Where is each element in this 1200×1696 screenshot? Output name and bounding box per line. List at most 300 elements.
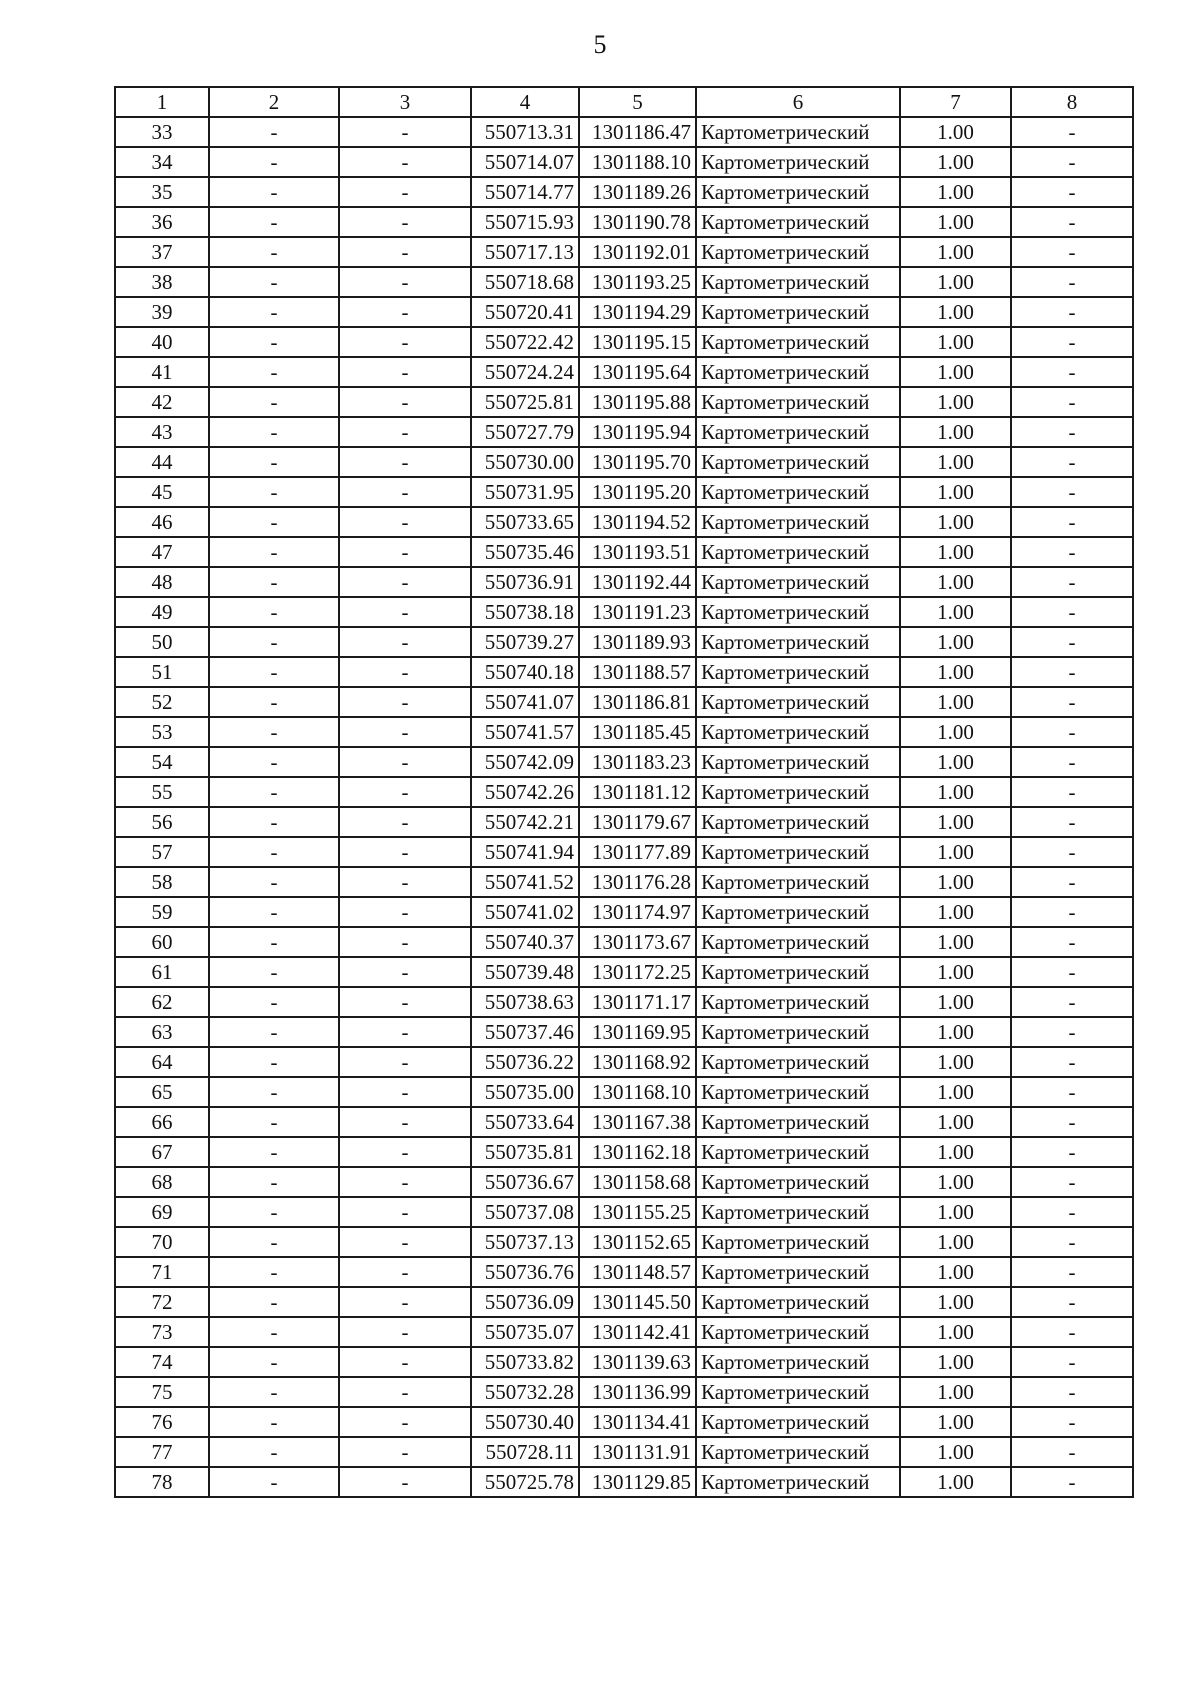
col8-cell: -: [1011, 147, 1133, 177]
col8-cell: -: [1011, 597, 1133, 627]
accuracy-cell: 1.00: [900, 1197, 1011, 1227]
x-coordinate-cell: 550737.13: [471, 1227, 579, 1257]
method-cell: Картометрический: [696, 1377, 900, 1407]
accuracy-cell: 1.00: [900, 1017, 1011, 1047]
col8-cell: -: [1011, 537, 1133, 567]
point-number-cell: 64: [115, 1047, 209, 1077]
method-cell: Картометрический: [696, 1107, 900, 1137]
method-cell: Картометрический: [696, 1407, 900, 1437]
point-number-cell: 37: [115, 237, 209, 267]
x-coordinate-cell: 550717.13: [471, 237, 579, 267]
x-coordinate-cell: 550741.02: [471, 897, 579, 927]
point-number-cell: 78: [115, 1467, 209, 1497]
accuracy-cell: 1.00: [900, 1377, 1011, 1407]
point-number-cell: 67: [115, 1137, 209, 1167]
x-coordinate-cell: 550736.67: [471, 1167, 579, 1197]
col3-cell: -: [339, 1197, 471, 1227]
col8-cell: -: [1011, 747, 1133, 777]
col2-cell: -: [209, 1257, 339, 1287]
table-row: [115, 567, 1133, 597]
accuracy-cell: 1.00: [900, 327, 1011, 357]
y-coordinate-cell: 1301171.17: [579, 987, 696, 1017]
method-cell: Картометрический: [696, 1047, 900, 1077]
point-number-cell: 51: [115, 657, 209, 687]
col3-cell: -: [339, 1287, 471, 1317]
accuracy-cell: 1.00: [900, 1467, 1011, 1497]
accuracy-cell: 1.00: [900, 477, 1011, 507]
coordinates-table: [114, 86, 1134, 1498]
col8-cell: -: [1011, 1347, 1133, 1377]
column-header: 2: [209, 87, 339, 117]
point-number-cell: 52: [115, 687, 209, 717]
x-coordinate-cell: 550730.40: [471, 1407, 579, 1437]
method-cell: Картометрический: [696, 507, 900, 537]
table-row: [115, 777, 1133, 807]
y-coordinate-cell: 1301131.91: [579, 1437, 696, 1467]
col8-cell: -: [1011, 687, 1133, 717]
method-cell: Картометрический: [696, 537, 900, 567]
col3-cell: -: [339, 1167, 471, 1197]
accuracy-cell: 1.00: [900, 657, 1011, 687]
accuracy-cell: 1.00: [900, 717, 1011, 747]
col8-cell: -: [1011, 837, 1133, 867]
col2-cell: -: [209, 1167, 339, 1197]
table-row: [115, 387, 1133, 417]
method-cell: Картометрический: [696, 987, 900, 1017]
y-coordinate-cell: 1301183.23: [579, 747, 696, 777]
accuracy-cell: 1.00: [900, 687, 1011, 717]
point-number-cell: 74: [115, 1347, 209, 1377]
x-coordinate-cell: 550736.76: [471, 1257, 579, 1287]
column-header: 5: [579, 87, 696, 117]
x-coordinate-cell: 550737.46: [471, 1017, 579, 1047]
col8-cell: -: [1011, 1257, 1133, 1287]
y-coordinate-cell: 1301155.25: [579, 1197, 696, 1227]
table-row: [115, 1407, 1133, 1437]
method-cell: Картометрический: [696, 1077, 900, 1107]
accuracy-cell: 1.00: [900, 147, 1011, 177]
table-row: [115, 627, 1133, 657]
point-number-cell: 69: [115, 1197, 209, 1227]
col3-cell: -: [339, 717, 471, 747]
col3-cell: -: [339, 567, 471, 597]
x-coordinate-cell: 550741.94: [471, 837, 579, 867]
x-coordinate-cell: 550738.18: [471, 597, 579, 627]
col8-cell: -: [1011, 417, 1133, 447]
method-cell: Картометрический: [696, 1437, 900, 1467]
col2-cell: -: [209, 567, 339, 597]
x-coordinate-cell: 550730.00: [471, 447, 579, 477]
table-row: [115, 1047, 1133, 1077]
x-coordinate-cell: 550735.46: [471, 537, 579, 567]
accuracy-cell: 1.00: [900, 357, 1011, 387]
point-number-cell: 36: [115, 207, 209, 237]
col2-cell: -: [209, 297, 339, 327]
x-coordinate-cell: 550733.64: [471, 1107, 579, 1137]
col2-cell: -: [209, 477, 339, 507]
col8-cell: -: [1011, 327, 1133, 357]
method-cell: Картометрический: [696, 1467, 900, 1497]
col2-cell: -: [209, 447, 339, 477]
col3-cell: -: [339, 267, 471, 297]
col2-cell: -: [209, 957, 339, 987]
col2-cell: -: [209, 1077, 339, 1107]
y-coordinate-cell: 1301172.25: [579, 957, 696, 987]
table-row: [115, 357, 1133, 387]
col3-cell: -: [339, 657, 471, 687]
y-coordinate-cell: 1301181.12: [579, 777, 696, 807]
x-coordinate-cell: 550738.63: [471, 987, 579, 1017]
col2-cell: -: [209, 1137, 339, 1167]
method-cell: Картометрический: [696, 327, 900, 357]
col3-cell: -: [339, 897, 471, 927]
table-row: [115, 177, 1133, 207]
accuracy-cell: 1.00: [900, 207, 1011, 237]
accuracy-cell: 1.00: [900, 1047, 1011, 1077]
point-number-cell: 53: [115, 717, 209, 747]
table-row: [115, 1347, 1133, 1377]
x-coordinate-cell: 550741.52: [471, 867, 579, 897]
col3-cell: -: [339, 1017, 471, 1047]
col8-cell: -: [1011, 357, 1133, 387]
table-row: [115, 537, 1133, 567]
table-row: [115, 1317, 1133, 1347]
column-header: 6: [696, 87, 900, 117]
accuracy-cell: 1.00: [900, 597, 1011, 627]
table-row: [115, 417, 1133, 447]
col2-cell: -: [209, 897, 339, 927]
col3-cell: -: [339, 237, 471, 267]
col3-cell: -: [339, 687, 471, 717]
col8-cell: -: [1011, 717, 1133, 747]
accuracy-cell: 1.00: [900, 1317, 1011, 1347]
point-number-cell: 66: [115, 1107, 209, 1137]
col2-cell: -: [209, 657, 339, 687]
method-cell: Картометрический: [696, 597, 900, 627]
col3-cell: -: [339, 1077, 471, 1107]
table-row: [115, 1437, 1133, 1467]
y-coordinate-cell: 1301162.18: [579, 1137, 696, 1167]
col8-cell: -: [1011, 957, 1133, 987]
col8-cell: -: [1011, 777, 1133, 807]
method-cell: Картометрический: [696, 207, 900, 237]
x-coordinate-cell: 550714.77: [471, 177, 579, 207]
method-cell: Картометрический: [696, 867, 900, 897]
col3-cell: -: [339, 477, 471, 507]
col3-cell: -: [339, 1257, 471, 1287]
col3-cell: -: [339, 147, 471, 177]
y-coordinate-cell: 1301194.52: [579, 507, 696, 537]
col2-cell: -: [209, 837, 339, 867]
method-cell: Картометрический: [696, 837, 900, 867]
col2-cell: -: [209, 927, 339, 957]
table-row: [115, 927, 1133, 957]
col8-cell: -: [1011, 1047, 1133, 1077]
col8-cell: -: [1011, 1017, 1133, 1047]
method-cell: Картометрический: [696, 1017, 900, 1047]
x-coordinate-cell: 550737.08: [471, 1197, 579, 1227]
col2-cell: -: [209, 627, 339, 657]
point-number-cell: 60: [115, 927, 209, 957]
y-coordinate-cell: 1301195.70: [579, 447, 696, 477]
col3-cell: -: [339, 777, 471, 807]
accuracy-cell: 1.00: [900, 777, 1011, 807]
method-cell: Картометрический: [696, 807, 900, 837]
accuracy-cell: 1.00: [900, 567, 1011, 597]
col2-cell: -: [209, 1227, 339, 1257]
table-header-row: [115, 87, 1133, 117]
y-coordinate-cell: 1301142.41: [579, 1317, 696, 1347]
accuracy-cell: 1.00: [900, 117, 1011, 147]
col3-cell: -: [339, 1377, 471, 1407]
accuracy-cell: 1.00: [900, 987, 1011, 1017]
col3-cell: -: [339, 747, 471, 777]
col2-cell: -: [209, 117, 339, 147]
point-number-cell: 44: [115, 447, 209, 477]
y-coordinate-cell: 1301145.50: [579, 1287, 696, 1317]
x-coordinate-cell: 550714.07: [471, 147, 579, 177]
method-cell: Картометрический: [696, 777, 900, 807]
y-coordinate-cell: 1301195.94: [579, 417, 696, 447]
point-number-cell: 35: [115, 177, 209, 207]
method-cell: Картометрический: [696, 177, 900, 207]
accuracy-cell: 1.00: [900, 1257, 1011, 1287]
table-row: [115, 477, 1133, 507]
column-header: 7: [900, 87, 1011, 117]
col2-cell: -: [209, 147, 339, 177]
col2-cell: -: [209, 1377, 339, 1407]
col3-cell: -: [339, 1347, 471, 1377]
col3-cell: -: [339, 327, 471, 357]
x-coordinate-cell: 550728.11: [471, 1437, 579, 1467]
col8-cell: -: [1011, 1167, 1133, 1197]
x-coordinate-cell: 550725.78: [471, 1467, 579, 1497]
method-cell: Картометрический: [696, 117, 900, 147]
x-coordinate-cell: 550718.68: [471, 267, 579, 297]
y-coordinate-cell: 1301192.01: [579, 237, 696, 267]
col2-cell: -: [209, 717, 339, 747]
col8-cell: -: [1011, 117, 1133, 147]
table-row: [115, 837, 1133, 867]
col8-cell: -: [1011, 1317, 1133, 1347]
table-row: [115, 957, 1133, 987]
x-coordinate-cell: 550742.26: [471, 777, 579, 807]
table-row: [115, 897, 1133, 927]
y-coordinate-cell: 1301167.38: [579, 1107, 696, 1137]
point-number-cell: 58: [115, 867, 209, 897]
x-coordinate-cell: 550727.79: [471, 417, 579, 447]
point-number-cell: 50: [115, 627, 209, 657]
col8-cell: -: [1011, 927, 1133, 957]
table-row: [115, 867, 1133, 897]
col3-cell: -: [339, 1467, 471, 1497]
column-header: 4: [471, 87, 579, 117]
point-number-cell: 70: [115, 1227, 209, 1257]
x-coordinate-cell: 550736.22: [471, 1047, 579, 1077]
method-cell: Картометрический: [696, 237, 900, 267]
table-row: [115, 1167, 1133, 1197]
accuracy-cell: 1.00: [900, 1107, 1011, 1137]
col3-cell: -: [339, 417, 471, 447]
y-coordinate-cell: 1301191.23: [579, 597, 696, 627]
accuracy-cell: 1.00: [900, 1437, 1011, 1467]
col3-cell: -: [339, 627, 471, 657]
accuracy-cell: 1.00: [900, 807, 1011, 837]
x-coordinate-cell: 550741.57: [471, 717, 579, 747]
col8-cell: -: [1011, 177, 1133, 207]
col2-cell: -: [209, 867, 339, 897]
col3-cell: -: [339, 1137, 471, 1167]
table-row: [115, 657, 1133, 687]
accuracy-cell: 1.00: [900, 867, 1011, 897]
table-row: [115, 597, 1133, 627]
col3-cell: -: [339, 447, 471, 477]
col8-cell: -: [1011, 1137, 1133, 1167]
method-cell: Картометрический: [696, 1137, 900, 1167]
accuracy-cell: 1.00: [900, 417, 1011, 447]
y-coordinate-cell: 1301148.57: [579, 1257, 696, 1287]
col8-cell: -: [1011, 807, 1133, 837]
col2-cell: -: [209, 747, 339, 777]
table-row: [115, 207, 1133, 237]
col2-cell: -: [209, 1107, 339, 1137]
col2-cell: -: [209, 267, 339, 297]
point-number-cell: 33: [115, 117, 209, 147]
table-body: [115, 117, 1133, 1497]
col3-cell: -: [339, 357, 471, 387]
table-row: [115, 297, 1133, 327]
col8-cell: -: [1011, 1377, 1133, 1407]
y-coordinate-cell: 1301136.99: [579, 1377, 696, 1407]
x-coordinate-cell: 550742.21: [471, 807, 579, 837]
accuracy-cell: 1.00: [900, 957, 1011, 987]
col2-cell: -: [209, 1467, 339, 1497]
point-number-cell: 41: [115, 357, 209, 387]
y-coordinate-cell: 1301189.93: [579, 627, 696, 657]
col3-cell: -: [339, 507, 471, 537]
col2-cell: -: [209, 207, 339, 237]
accuracy-cell: 1.00: [900, 387, 1011, 417]
y-coordinate-cell: 1301134.41: [579, 1407, 696, 1437]
col8-cell: -: [1011, 1287, 1133, 1317]
x-coordinate-cell: 550713.31: [471, 117, 579, 147]
y-coordinate-cell: 1301139.63: [579, 1347, 696, 1377]
accuracy-cell: 1.00: [900, 897, 1011, 927]
point-number-cell: 75: [115, 1377, 209, 1407]
x-coordinate-cell: 550725.81: [471, 387, 579, 417]
x-coordinate-cell: 550736.91: [471, 567, 579, 597]
col3-cell: -: [339, 537, 471, 567]
col2-cell: -: [209, 417, 339, 447]
table-row: [115, 717, 1133, 747]
table-row: [115, 1467, 1133, 1497]
table-row: [115, 147, 1133, 177]
col8-cell: -: [1011, 1227, 1133, 1257]
y-coordinate-cell: 1301190.78: [579, 207, 696, 237]
y-coordinate-cell: 1301185.45: [579, 717, 696, 747]
method-cell: Картометрический: [696, 627, 900, 657]
column-header: 1: [115, 87, 209, 117]
col3-cell: -: [339, 1107, 471, 1137]
x-coordinate-cell: 550720.41: [471, 297, 579, 327]
x-coordinate-cell: 550722.42: [471, 327, 579, 357]
accuracy-cell: 1.00: [900, 177, 1011, 207]
accuracy-cell: 1.00: [900, 627, 1011, 657]
column-header: 8: [1011, 87, 1133, 117]
method-cell: Картометрический: [696, 477, 900, 507]
point-number-cell: 46: [115, 507, 209, 537]
col8-cell: -: [1011, 1077, 1133, 1107]
col2-cell: -: [209, 177, 339, 207]
col8-cell: -: [1011, 1107, 1133, 1137]
y-coordinate-cell: 1301195.88: [579, 387, 696, 417]
point-number-cell: 49: [115, 597, 209, 627]
y-coordinate-cell: 1301168.92: [579, 1047, 696, 1077]
accuracy-cell: 1.00: [900, 927, 1011, 957]
table-row: [115, 1107, 1133, 1137]
col2-cell: -: [209, 237, 339, 267]
y-coordinate-cell: 1301129.85: [579, 1467, 696, 1497]
point-number-cell: 68: [115, 1167, 209, 1197]
y-coordinate-cell: 1301188.10: [579, 147, 696, 177]
col8-cell: -: [1011, 507, 1133, 537]
method-cell: Картометрический: [696, 717, 900, 747]
y-coordinate-cell: 1301169.95: [579, 1017, 696, 1047]
accuracy-cell: 1.00: [900, 537, 1011, 567]
table-row: [115, 807, 1133, 837]
col8-cell: -: [1011, 987, 1133, 1017]
accuracy-cell: 1.00: [900, 507, 1011, 537]
point-number-cell: 71: [115, 1257, 209, 1287]
col8-cell: -: [1011, 627, 1133, 657]
col3-cell: -: [339, 837, 471, 867]
method-cell: Картометрический: [696, 147, 900, 177]
col2-cell: -: [209, 387, 339, 417]
accuracy-cell: 1.00: [900, 1407, 1011, 1437]
method-cell: Картометрический: [696, 447, 900, 477]
method-cell: Картометрический: [696, 957, 900, 987]
accuracy-cell: 1.00: [900, 1077, 1011, 1107]
method-cell: Картометрический: [696, 657, 900, 687]
table-row: [115, 1197, 1133, 1227]
col8-cell: -: [1011, 237, 1133, 267]
method-cell: Картометрический: [696, 1257, 900, 1287]
point-number-cell: 40: [115, 327, 209, 357]
y-coordinate-cell: 1301189.26: [579, 177, 696, 207]
col3-cell: -: [339, 177, 471, 207]
method-cell: Картометрический: [696, 1347, 900, 1377]
table-row: [115, 507, 1133, 537]
col3-cell: -: [339, 867, 471, 897]
method-cell: Картометрический: [696, 267, 900, 297]
x-coordinate-cell: 550741.07: [471, 687, 579, 717]
point-number-cell: 76: [115, 1407, 209, 1437]
method-cell: Картометрический: [696, 387, 900, 417]
point-number-cell: 38: [115, 267, 209, 297]
col2-cell: -: [209, 1017, 339, 1047]
x-coordinate-cell: 550733.82: [471, 1347, 579, 1377]
table-row: [115, 1017, 1133, 1047]
y-coordinate-cell: 1301152.65: [579, 1227, 696, 1257]
col3-cell: -: [339, 1317, 471, 1347]
col2-cell: -: [209, 1407, 339, 1437]
y-coordinate-cell: 1301177.89: [579, 837, 696, 867]
y-coordinate-cell: 1301168.10: [579, 1077, 696, 1107]
col2-cell: -: [209, 1347, 339, 1377]
col8-cell: -: [1011, 1197, 1133, 1227]
page-number: 5: [593, 30, 607, 59]
col3-cell: -: [339, 1047, 471, 1077]
